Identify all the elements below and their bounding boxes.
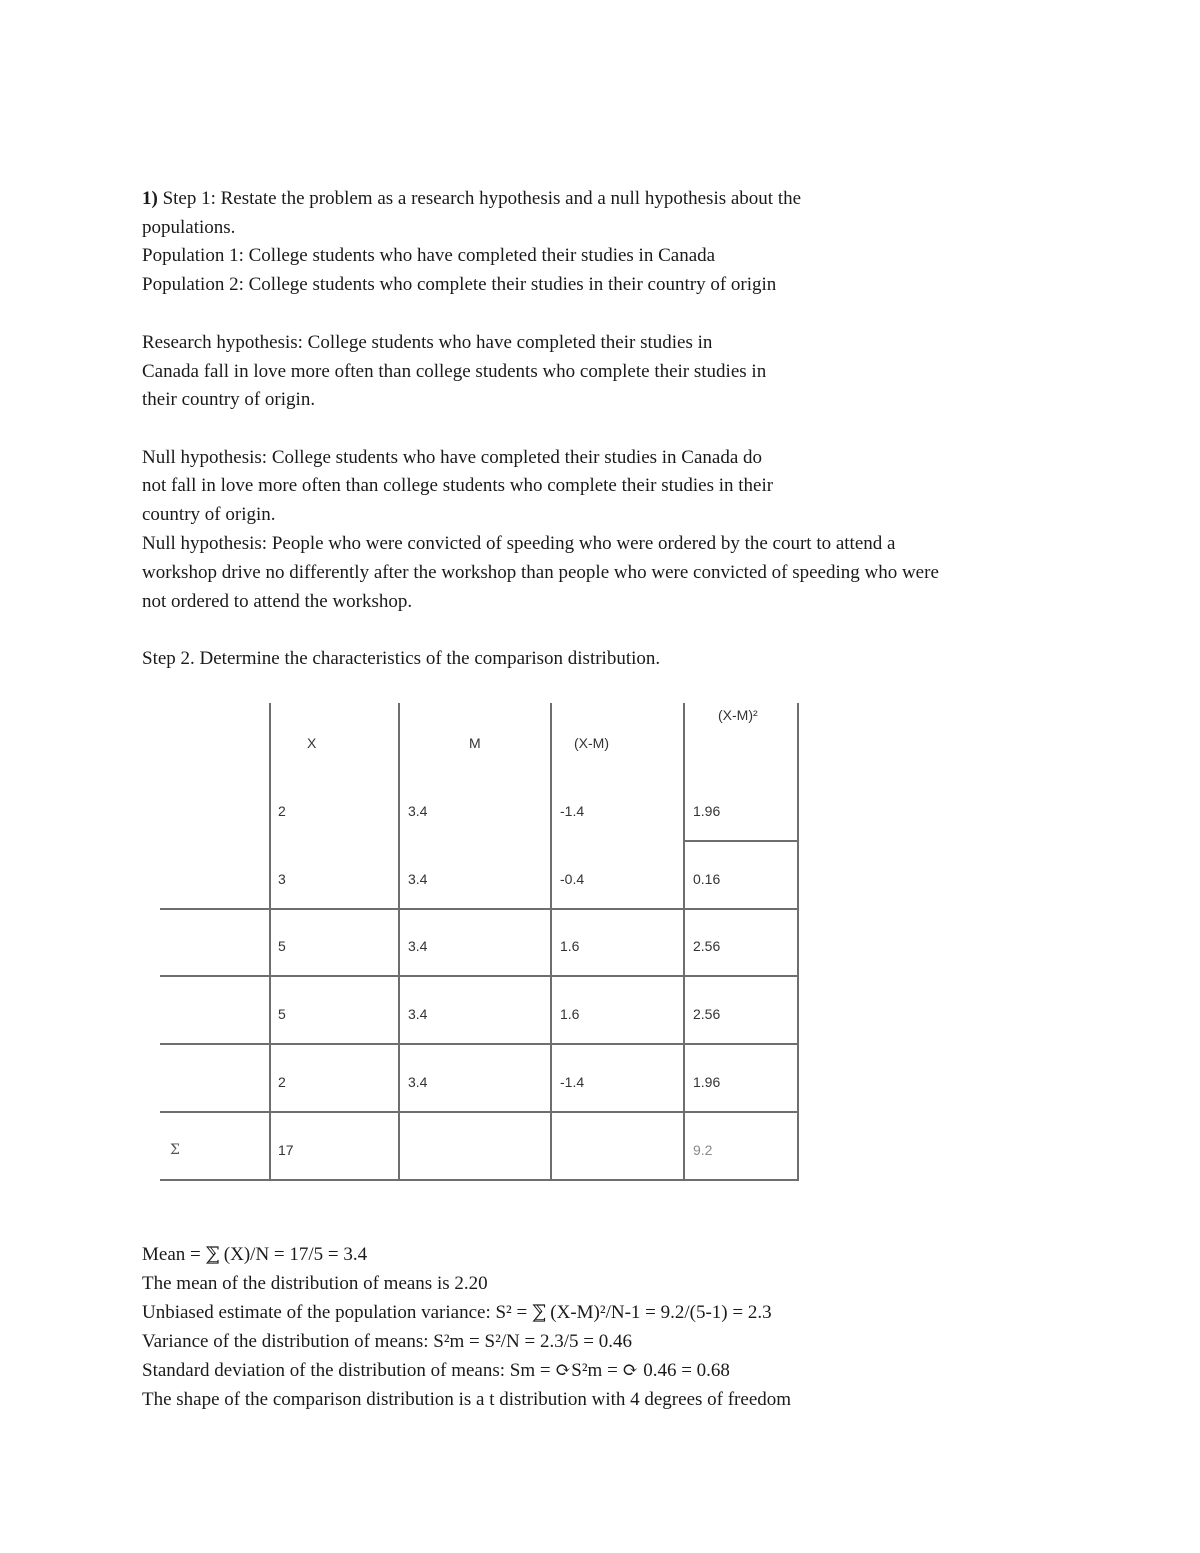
table-grid-line	[160, 1179, 799, 1181]
population-1: Population 1: College students who have completed their studies in Canada	[142, 245, 716, 266]
header-deviation: (X-M)	[574, 735, 609, 751]
table-cell: 2	[278, 1074, 286, 1090]
table-cell: 3	[278, 871, 286, 887]
table-cell: 1.96	[693, 1074, 721, 1090]
table-grid-line	[160, 1111, 799, 1113]
header-x: X	[307, 735, 317, 751]
table-cell: 2.56	[693, 938, 721, 954]
table-grid-line	[160, 1043, 799, 1045]
table-cell: 1.6	[560, 938, 580, 954]
table-cell: 1.96	[693, 803, 721, 819]
table-grid-line	[550, 703, 552, 1181]
table-grid-line	[269, 703, 271, 1181]
population-2: Population 2: College students who complete their studies in their country of origin	[142, 274, 777, 295]
null-hypothesis-2-line: Null hypothesis: People who were convicted of speeding who were ordered by the court to attend a	[142, 533, 896, 554]
table-cell: 2.56	[693, 1006, 721, 1022]
table-cell: 3.4	[408, 871, 428, 887]
result-line: Mean = ⅀ (X)/N = 17/5 = 3.4	[142, 1244, 368, 1265]
table-cell: 3.4	[408, 938, 428, 954]
table-cell: 3.4	[408, 1006, 428, 1022]
null-hypothesis-line: not fall in love more often than college students who complete their studies in their	[142, 475, 774, 496]
table-grid-line	[398, 703, 400, 1181]
table-cell: 2	[278, 803, 286, 819]
table-grid-line	[797, 703, 799, 1181]
header-m: M	[469, 735, 481, 751]
table-cell: -1.4	[560, 1074, 585, 1090]
result-line: Variance of the distribution of means: S²m = S²/N = 2.3/5 = 0.46	[142, 1331, 632, 1352]
table-cell: 1.6	[560, 1006, 580, 1022]
table-grid-line	[683, 840, 799, 842]
table-cell: 5	[278, 938, 286, 954]
null-hypothesis-line: Null hypothesis: College students who have completed their studies in Canada do	[142, 447, 763, 468]
step2-title: Step 2. Determine the characteristics of the comparison distribution.	[142, 648, 661, 669]
result-line: Unbiased estimate of the population variance: S² = ⅀ (X-M)²/N-1 = 9.2/(5-1) = 2.3	[142, 1302, 772, 1323]
table-cell: 0.16	[693, 871, 721, 887]
null-hypothesis-line: country of origin.	[142, 504, 276, 525]
null-hypothesis-2-line: workshop drive no differently after the workshop than people who were convicted of speeding who were	[142, 562, 939, 583]
table-cell: 3.4	[408, 1074, 428, 1090]
result-line: The shape of the comparison distribution is a t distribution with 4 degrees of freedom	[142, 1389, 792, 1410]
step1-line: 1) Step 1: Restate the problem as a research hypothesis and a null hypothesis about the	[142, 188, 802, 209]
result-line: Standard deviation of the distribution of means: Sm = ⟳S²m = ⟳ 0.46 = 0.68	[142, 1360, 730, 1381]
sum-x: 17	[278, 1142, 294, 1158]
sum-squared-deviation: 9.2	[693, 1142, 713, 1158]
question-number: 1)	[142, 188, 158, 209]
research-hypothesis-line: their country of origin.	[142, 389, 316, 410]
result-line: The mean of the distribution of means is 2.20	[142, 1273, 488, 1294]
step1-line-continued: populations.	[142, 217, 236, 238]
table-cell: -0.4	[560, 871, 585, 887]
header-squared-deviation: (X-M)²	[718, 707, 758, 723]
table-cell: 3.4	[408, 803, 428, 819]
table-grid-line	[160, 975, 799, 977]
table-grid-line	[160, 908, 799, 910]
sum-symbol: Σ	[170, 1142, 180, 1158]
null-hypothesis-2-line: not ordered to attend the workshop.	[142, 591, 413, 612]
research-hypothesis-line: Canada fall in love more often than college students who complete their studies in	[142, 361, 767, 382]
research-hypothesis-line: Research hypothesis: College students who have completed their studies in	[142, 332, 713, 353]
table-cell: 5	[278, 1006, 286, 1022]
deviation-table	[160, 703, 800, 1181]
table-grid-line	[683, 703, 685, 1181]
table-cell: -1.4	[560, 803, 585, 819]
